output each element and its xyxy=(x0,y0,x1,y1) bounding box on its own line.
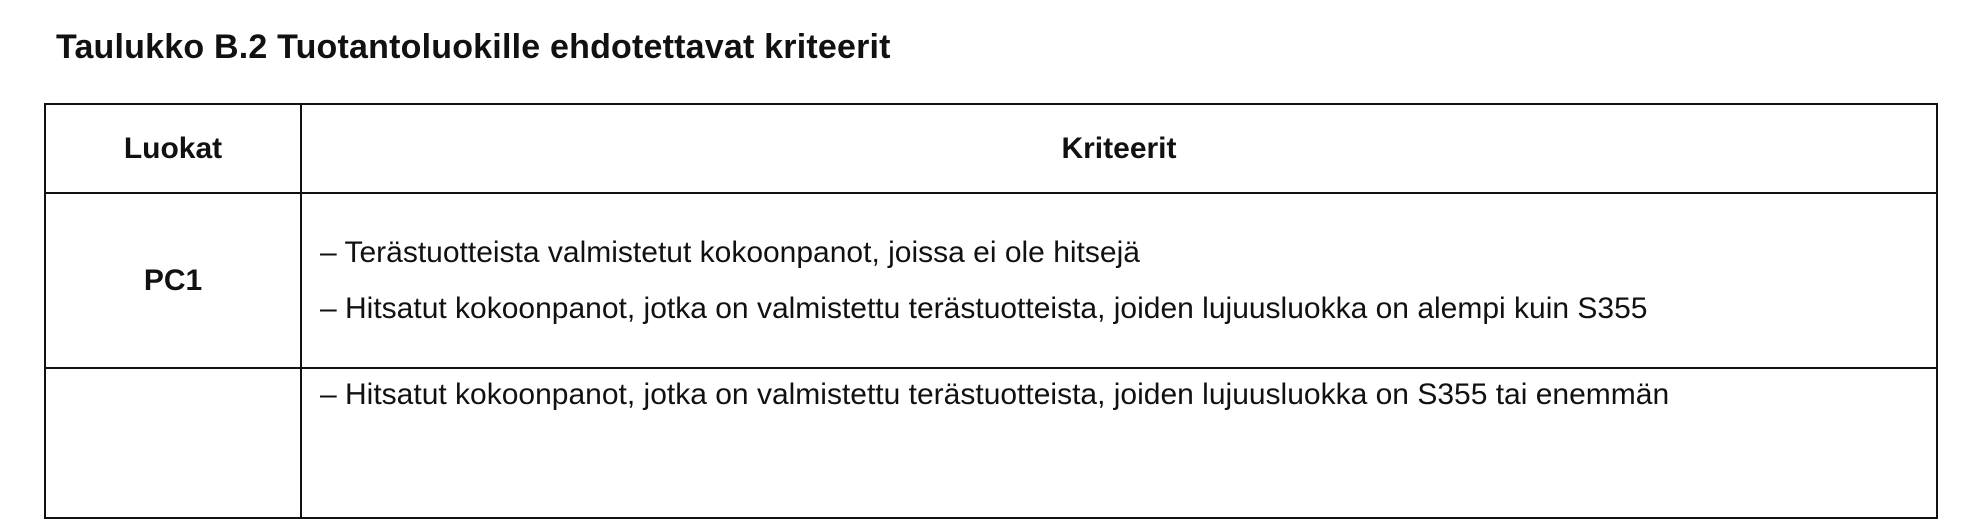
table-row xyxy=(45,193,1937,368)
header-class: Luokat xyxy=(45,104,301,193)
table-caption: Taulukko B.2 Tuotantoluokille ehdotettavat kriteerit xyxy=(56,28,891,66)
criteria-item: – Hitsatut kokoonpanot, jotka on valmistettu terästuotteista, joiden lujuusluokka on S355 tai enemmän xyxy=(320,378,1670,411)
criteria-table xyxy=(44,103,1938,519)
criteria-item: – Terästuotteista valmistetut kokoonpanot, joissa ei ole hitsejä xyxy=(320,235,1140,269)
table-row xyxy=(45,368,1937,518)
class-cell xyxy=(45,368,301,518)
criteria-cell xyxy=(301,193,1937,368)
header-criteria: Kriteerit xyxy=(301,104,1937,193)
criteria-cell xyxy=(301,368,1937,518)
class-cell: PC1 xyxy=(45,193,301,368)
criteria-item: – Hitsatut kokoonpanot, jotka on valmistettu terästuotteista, joiden lujuusluokka on alempi kuin S355 xyxy=(320,291,1648,325)
table-header-row xyxy=(45,104,1937,193)
